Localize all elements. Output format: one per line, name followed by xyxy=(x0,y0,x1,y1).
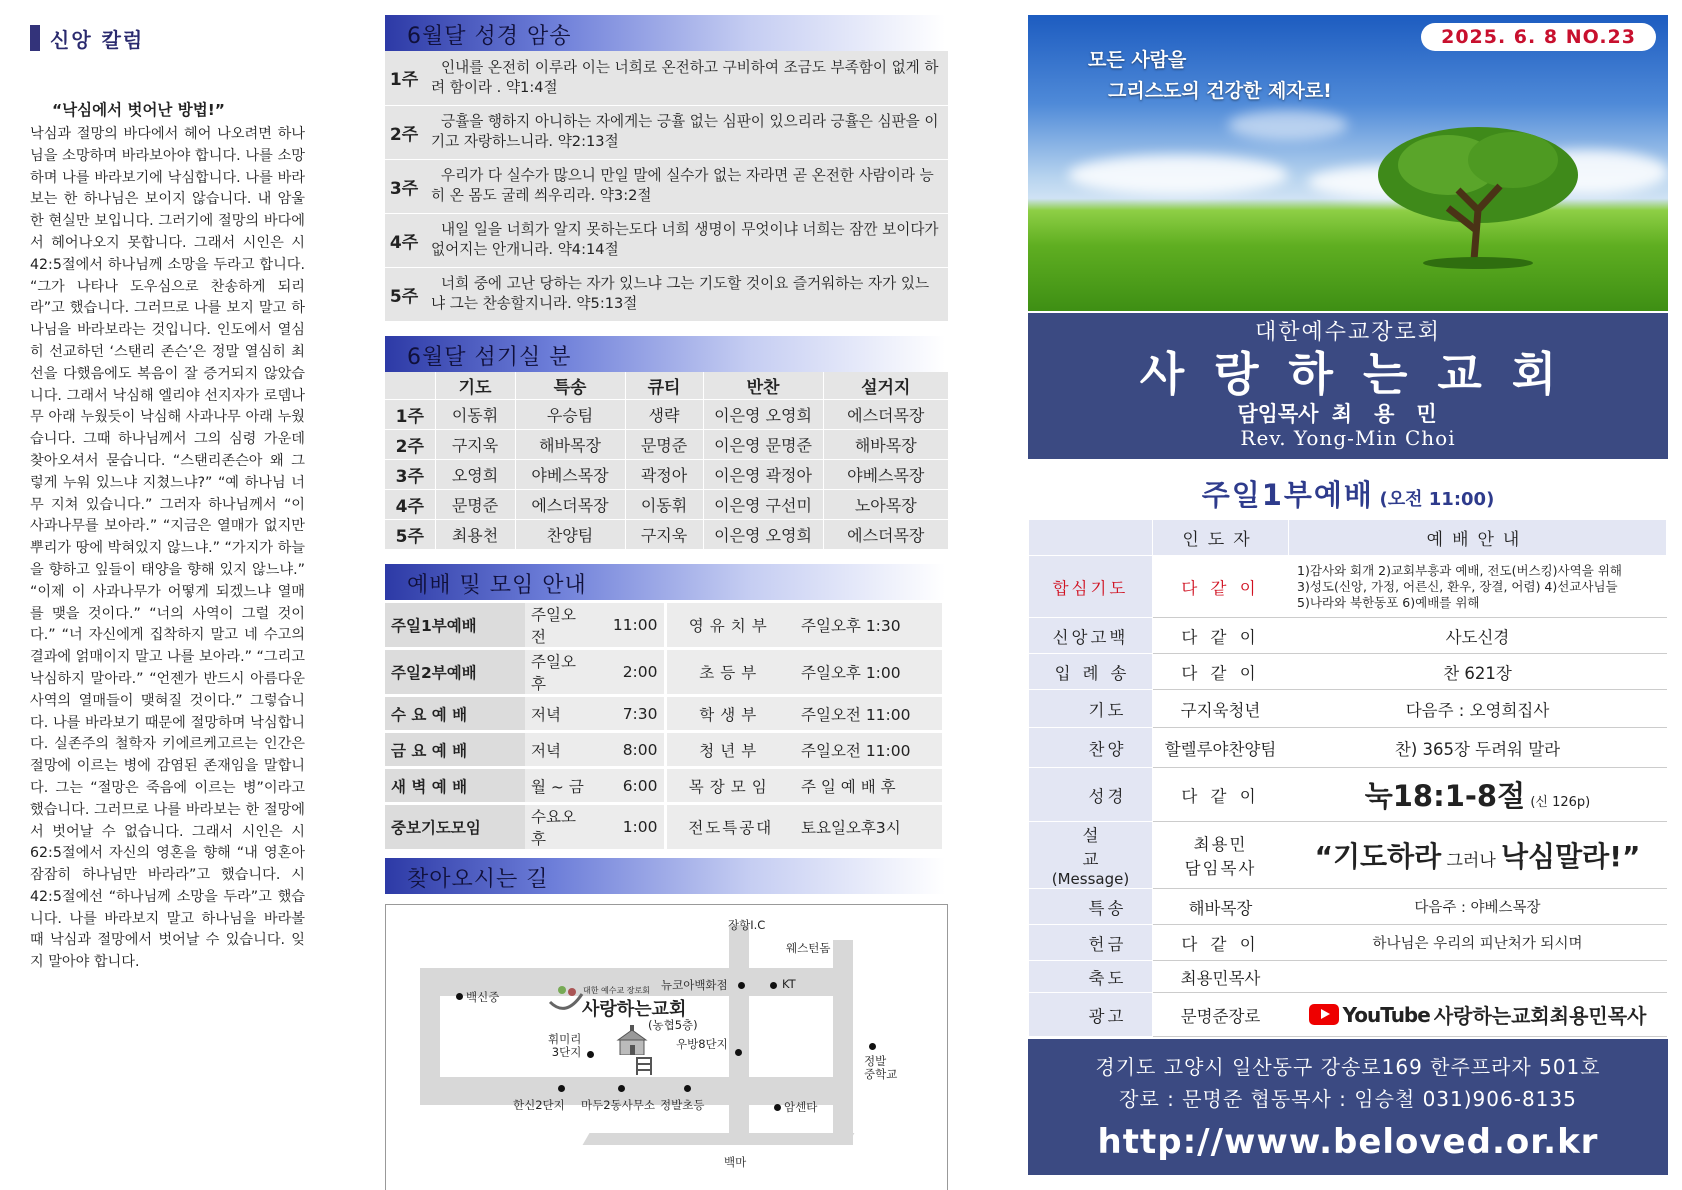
table-row xyxy=(1029,728,1667,768)
service-title: 주일1부예배 xyxy=(1201,478,1374,512)
cell: 이은영 문명준 xyxy=(703,430,823,460)
cell: 최용천 xyxy=(435,520,515,550)
info-column xyxy=(385,15,945,1190)
map-road xyxy=(420,968,440,1105)
map-label: 우방8단지 xyxy=(676,1037,728,1051)
order-leader: 문명준장로 xyxy=(1153,993,1289,1037)
map-label: (농협5층) xyxy=(648,1018,698,1032)
order-guide: 사도신경 xyxy=(1289,618,1667,654)
youtube-channel-name: 사랑하는교회최용민목사 xyxy=(1433,1004,1647,1028)
cell: 이은영 구선미 xyxy=(703,490,823,520)
service-hour: 8:00 xyxy=(595,732,665,768)
verse-text: 인내를 온전히 이루라 이는 너희로 온전하고 구비하여 조금도 부족함이 없게 하려 함이라 . 약1:4절 xyxy=(423,51,948,105)
week-label: 1주 xyxy=(385,51,423,105)
map-label-line: 휘미리 xyxy=(548,1032,582,1046)
table-row xyxy=(1029,618,1667,654)
order-guide: 하나님은 우리의 피난처가 되시며 xyxy=(1289,925,1667,961)
sermon-title-part: “기도하라 xyxy=(1314,840,1442,873)
preacher-title: 담임목사 xyxy=(1184,859,1257,878)
service-name: 금 요 예 배 xyxy=(385,732,525,768)
map-label-line: 정발 xyxy=(864,1054,887,1068)
order-leader: 구지욱청년 xyxy=(1153,690,1289,728)
map-label: 마두2동사무소 xyxy=(581,1098,655,1112)
church-name: 사랑하는교회 xyxy=(1139,347,1587,401)
map-label xyxy=(864,1055,897,1081)
map-marker-icon xyxy=(684,1085,691,1092)
youtube-play-icon xyxy=(1309,1004,1339,1025)
youtube-cell xyxy=(1289,993,1667,1037)
map-road xyxy=(583,1133,855,1145)
scripture-reference: 눅18:1-8절 xyxy=(1364,779,1526,813)
table-row xyxy=(1029,993,1667,1037)
order-item xyxy=(1029,822,1153,889)
cell: 노아목장 xyxy=(823,490,948,520)
order-item: 합심기도 xyxy=(1029,556,1153,618)
sermon-title xyxy=(1289,822,1667,889)
cell: 오영희 xyxy=(435,460,515,490)
order-item: 광고 xyxy=(1029,993,1153,1037)
sermon-title-part: 그러나 xyxy=(1446,851,1496,871)
table-row xyxy=(1029,961,1667,993)
service-time: 주일오후 1:30 xyxy=(795,603,942,649)
service-name: 청년부 xyxy=(665,732,795,768)
service-time: 토요일오후3시 xyxy=(795,804,942,851)
order-item: 찬양 xyxy=(1029,728,1153,768)
map-marker-icon xyxy=(770,982,777,989)
cell: 곽정아 xyxy=(625,460,703,490)
table-row xyxy=(385,804,942,851)
service-day: 주일오후 xyxy=(525,649,595,696)
cell: 5주 xyxy=(385,520,435,550)
map-label: 대한 예수교 장로회 xyxy=(583,986,650,995)
order-guide: 찬 621장 xyxy=(1289,654,1667,690)
cover-column xyxy=(1028,15,1668,1175)
table-row xyxy=(1029,768,1667,822)
cell: 생략 xyxy=(625,400,703,430)
table-row xyxy=(385,105,948,159)
pastor-english: Rev. Yong-Min Choi xyxy=(1240,426,1456,450)
section-bar-icon xyxy=(30,25,40,51)
church-website-link[interactable]: http://www.beloved.or.kr xyxy=(1097,1122,1599,1162)
prayer-topic-line: 3)성도(신앙, 가정, 어른신, 환우, 장결, 어렴) 4)선교사님들 xyxy=(1297,578,1618,594)
column-header xyxy=(1029,520,1153,556)
cell: 문명준 xyxy=(625,430,703,460)
order-item: 헌금 xyxy=(1029,925,1153,961)
cover-image xyxy=(1028,15,1668,311)
tree-icon xyxy=(1368,120,1588,270)
cell: 우승팀 xyxy=(515,400,625,430)
service-name: 새 벽 예 배 xyxy=(385,768,525,804)
map-road xyxy=(729,925,749,1135)
cell: 구지욱 xyxy=(625,520,703,550)
service-day: 저녁 xyxy=(525,696,595,732)
map-marker-icon xyxy=(738,982,745,989)
sermon-label-en: (Message) xyxy=(1051,870,1130,888)
table-row xyxy=(385,520,948,550)
service-time: 주일오전 11:00 xyxy=(795,732,942,768)
pastor-title: 담임목사 xyxy=(1237,402,1319,426)
pastor-name: 최용민 xyxy=(1331,402,1459,426)
service-name: 초등부 xyxy=(665,649,795,696)
order-item: 기도 xyxy=(1029,690,1153,728)
column-header: 예배안내 xyxy=(1289,520,1667,556)
worship-order-table xyxy=(1028,519,1667,1037)
verse-text: 내일 일을 너희가 알지 못하는도다 너희 생명이 무엇이냐 너희는 잠깐 보이다가 없어지는 안개니라. 약4:14절 xyxy=(423,213,948,267)
map-marker-icon xyxy=(774,1104,781,1111)
order-leader: 해바목장 xyxy=(1153,889,1289,925)
cell: 에스더목장 xyxy=(515,490,625,520)
order-leader: 다 같 이 xyxy=(1153,768,1289,822)
cell: 2주 xyxy=(385,430,435,460)
order-item: 축도 xyxy=(1029,961,1153,993)
map-label: KT xyxy=(782,977,796,991)
services-table xyxy=(385,603,942,852)
column-body: 낙심과 절망의 바다에서 헤어 나오려면 하나님을 소망하며 바라보아야 합니다. 나를 소망하며 나를 바라보기에 낙심합니다. 나를 바라보는 한 하나님은 보이지 않습니다. 내 암울한 현실만 보입니다. 그러기에 절망의 바다에서 헤어나오지 못합니다. 그래서 시인은 시42:5절에서 하나님께 소망을 두라고 합니다. “그가 나타나 도우심으로 찬송하게 되리라”고 했습니다. 그러므로 나를 보지 말고 하나님을 바라보라는 것입니다. 인도에서 열심히 선교하던 ‘스탠리 존슨’은 정말 열심히 최선을 다했음에도 복음이 잘 증거되지 않았습니다. 그래서 낙심해 엘리야 선지자가 로뎀나무 아래 누웠듯이 낙심해 사과나무 아래 누웠습니다. 그때 하나님께서 그의 심령 가운데 찾아오셔서 묻습니다. “스탠리존슨아 왜 그렇게 누워 있느냐 지쳤느냐?” “예 하나님 너무 지쳐 있습니다.” 그러자 하나님께서 “이 사과나무를 보아라.” “지금은 열매가 없지만 뿌리가 땅에 박혀있지 않느냐.” “가지가 하늘을 향하고 잎들이 태양을 향해 있지 않느냐.” “이제 이 사과나무가 어떻게 되겠느냐 열매를 맺을 것이다.” “너의 사역이 그럴 것이다.” “너 자신에게 집착하지 말고 네 수고의 결과에 얽매이지 말고 나를 보아라.” “그리고 낙심하지 말아라.” “언젠가 반드시 아름다운 사역의 열매들이 맺혀질 것이다.” 그렇습니다. 나를 바라보기 때문에 절망하며 낙심합니다. 실존주의 철학자 키에르케고르는 인간은 절망에 이르는 병에 감염된 존재임을 말합니다. 그는 “절망은 죽음에 이르는 병”이라고 했습니다. 그러므로 나를 바라보는 한 절망에서 벗어날 수 없습니다. 그래서 시인은 시62:5절에서 자신의 영혼을 향해 “내 영혼아 잠잠히 하나님만 바라라”고 했습니다. 시42:5절에선 “하나님께 소망을 두라”고 했습니다. 나를 바라보지 말고 하나님을 바라볼 때 낙심과 절망에서 벗어날 수 있습니다. 잊지 말아야 합니다. xyxy=(30,126,305,971)
slogan-line: 모든 사람을 xyxy=(1088,49,1187,71)
cell: 이동휘 xyxy=(435,400,515,430)
service-name: 영유치부 xyxy=(665,603,795,649)
table-row xyxy=(1029,925,1667,961)
cell: 찬양팀 xyxy=(515,520,625,550)
scripture-page: (신 126p) xyxy=(1530,795,1591,810)
table-row xyxy=(385,603,942,649)
church-logo-icon xyxy=(546,980,586,1016)
preacher-name: 최용민 xyxy=(1193,835,1248,854)
map-marker-icon xyxy=(618,1085,625,1092)
service-hour: 6:00 xyxy=(595,768,665,804)
cell: 야베스목장 xyxy=(515,460,625,490)
prayer-topic-line: 5)나라와 북한동포 6)예배를 위해 xyxy=(1297,594,1480,610)
sermon-title-part: 낙심말라!” xyxy=(1501,840,1641,873)
cell: 구지욱 xyxy=(435,430,515,460)
service-day: 수요오후 xyxy=(525,804,595,851)
duty-table xyxy=(385,372,948,551)
sermon-leader xyxy=(1153,822,1289,889)
order-leader: 할렐루야찬양팀 xyxy=(1153,728,1289,768)
footer-band xyxy=(1028,1039,1668,1175)
service-time: (오전 11:00) xyxy=(1379,489,1495,510)
service-day: 주일오전 xyxy=(525,603,595,649)
column-title: “낙심에서 벗어난 방법!” xyxy=(52,101,225,119)
crosswalk-icon xyxy=(636,1057,652,1075)
service-name: 주일2부예배 xyxy=(385,649,525,696)
church-building-icon xyxy=(616,1025,648,1055)
table-row xyxy=(1029,654,1667,690)
column-section-header xyxy=(30,20,305,56)
slogan xyxy=(1088,45,1332,107)
map-label: 한신2단지 xyxy=(513,1098,565,1112)
column-section-title: 신앙 칼럼 xyxy=(50,27,145,52)
table-header-row xyxy=(1029,520,1667,556)
cell: 4주 xyxy=(385,490,435,520)
order-item: 성경 xyxy=(1029,768,1153,822)
prayer-topic-line: 1)감사와 회개 2)교회부흥과 예배, 전도(버스킹)사역을 위해 xyxy=(1297,562,1622,578)
pastor-line xyxy=(1028,402,1668,426)
cell: 1주 xyxy=(385,400,435,430)
column-header: 특송 xyxy=(515,372,625,400)
order-item: 특송 xyxy=(1029,889,1153,925)
verse-text: 긍휼을 행하지 아니하는 자에게는 긍휼 없는 심판이 있으리라 긍휼은 심판을 이기고 자랑하느니라. 약2:13절 xyxy=(423,105,948,159)
slogan-line: 그리스도의 건강한 제자로! xyxy=(1108,80,1332,102)
order-title xyxy=(1028,459,1668,519)
map-title: 찾아오시는 길 xyxy=(407,867,549,892)
table-header-row xyxy=(385,372,948,400)
service-name: 수 요 예 배 xyxy=(385,696,525,732)
table-row xyxy=(385,732,942,768)
cell: 문명준 xyxy=(435,490,515,520)
map-marker-icon xyxy=(869,1043,876,1050)
table-row xyxy=(1029,889,1667,925)
prayer-topics xyxy=(1289,556,1667,618)
service-hour: 7:30 xyxy=(595,696,665,732)
map-marker-icon xyxy=(735,1049,742,1056)
order-item: 신앙고백 xyxy=(1029,618,1153,654)
table-row xyxy=(385,400,948,430)
services-header xyxy=(385,564,945,600)
column-header: 반찬 xyxy=(703,372,823,400)
map-label: 뉴코아백화점 xyxy=(661,978,728,992)
church-contact: 장로 : 문명준 협동목사 : 임승철 031)906-8135 xyxy=(1119,1087,1577,1111)
table-row xyxy=(385,213,948,267)
map-header xyxy=(385,858,945,894)
week-label: 4주 xyxy=(385,213,423,267)
service-time: 주일오전 11:00 xyxy=(795,696,942,732)
order-leader: 다 같 이 xyxy=(1153,556,1289,618)
map-label: 백마 xyxy=(724,1155,747,1169)
order-guide: 찬) 365장 두려워 말라 xyxy=(1289,728,1667,768)
service-hour: 2:00 xyxy=(595,649,665,696)
service-day: 저녁 xyxy=(525,732,595,768)
map-label: 웨스턴돔 xyxy=(786,941,831,955)
column-header xyxy=(385,372,435,400)
order-leader: 다 같 이 xyxy=(1153,925,1289,961)
map-label-line: 3단지 xyxy=(551,1045,582,1059)
cell: 해바목장 xyxy=(515,430,625,460)
verses-header xyxy=(385,15,945,51)
youtube-link[interactable] xyxy=(1309,1000,1647,1029)
cell: 야베스목장 xyxy=(823,460,948,490)
verse-text: 우리가 다 실수가 많으니 만일 말에 실수가 없는 자라면 곧 온전한 사람이라 능히 온 몸도 굴레 씌우리라. 약3:2절 xyxy=(423,159,948,213)
map-marker-icon xyxy=(456,993,463,1000)
table-row xyxy=(385,490,948,520)
youtube-wordmark: YouTube xyxy=(1342,1002,1430,1027)
table-row xyxy=(385,51,948,105)
order-leader: 다 같 이 xyxy=(1153,618,1289,654)
table-row xyxy=(385,460,948,490)
service-hour: 1:00 xyxy=(595,804,665,851)
map-label: 장항I.C xyxy=(728,918,766,932)
table-row xyxy=(385,768,942,804)
table-row xyxy=(1029,822,1667,889)
map-road xyxy=(833,940,853,1145)
map-church-label: 사랑하는교회 xyxy=(582,999,687,1020)
column-header: 큐티 xyxy=(625,372,703,400)
table-row xyxy=(1029,690,1667,728)
table-row xyxy=(385,696,942,732)
verses-title: 6월달 성경 암송 xyxy=(407,24,572,49)
order-guide xyxy=(1289,961,1667,993)
church-banner xyxy=(1028,313,1668,459)
order-guide: 다음주 : 야베스목장 xyxy=(1289,889,1667,925)
table-row xyxy=(1029,556,1667,618)
week-label: 5주 xyxy=(385,267,423,321)
scripture-cell xyxy=(1289,768,1667,822)
denomination: 대한예수교장로회 xyxy=(1254,320,1442,345)
order-guide: 다음주 : 오영희집사 xyxy=(1289,690,1667,728)
table-row xyxy=(385,430,948,460)
map-label xyxy=(548,1033,581,1059)
verse-text: 너희 중에 고난 당하는 자가 있느냐 그는 기도할 것이요 즐거워하는 자가 있느냐 그는 찬송할지니라. 약5:13절 xyxy=(423,267,948,321)
order-leader: 다 같 이 xyxy=(1153,654,1289,690)
service-name: 목장모임 xyxy=(665,768,795,804)
service-name: 주일1부예배 xyxy=(385,603,525,649)
church-address: 경기도 고양시 일산동구 강송로169 한주프라자 501호 xyxy=(1095,1055,1601,1079)
map-label-line: 중학교 xyxy=(864,1067,898,1081)
week-label: 2주 xyxy=(385,105,423,159)
cell: 이은영 오영희 xyxy=(703,520,823,550)
map-label: 암센타 xyxy=(784,1100,818,1114)
service-name: 중보기도모임 xyxy=(385,804,525,851)
order-item: 입례송 xyxy=(1029,654,1153,690)
map-label: 백신중 xyxy=(466,990,500,1004)
cell: 3주 xyxy=(385,460,435,490)
sermon-label: 설교 xyxy=(1082,826,1133,869)
issue-date-badge: 2025. 6. 8 NO.23 xyxy=(1421,23,1656,51)
week-label: 3주 xyxy=(385,159,423,213)
services-title: 예배 및 모임 안내 xyxy=(407,573,587,598)
cell: 해바목장 xyxy=(823,430,948,460)
column-header: 인도자 xyxy=(1153,520,1289,556)
map-marker-icon xyxy=(558,1085,565,1092)
directions-map xyxy=(385,904,948,1190)
cell: 이은영 곽정아 xyxy=(703,460,823,490)
column-header: 설거지 xyxy=(823,372,948,400)
service-hour: 11:00 xyxy=(595,603,665,649)
cell: 에스더목장 xyxy=(823,520,948,550)
duty-title: 6월달 섬기실 분 xyxy=(407,344,572,370)
table-row xyxy=(385,267,948,321)
service-day: 월 ~ 금 xyxy=(525,768,595,804)
service-name: 학생부 xyxy=(665,696,795,732)
service-time: 주 일 예 배 후 xyxy=(795,768,942,804)
duty-header xyxy=(385,336,945,372)
verses-table xyxy=(385,51,948,322)
map-label: 정발초등 xyxy=(660,1098,705,1112)
order-leader: 최용민목사 xyxy=(1153,961,1289,993)
cell: 에스더목장 xyxy=(823,400,948,430)
cell: 이은영 오영희 xyxy=(703,400,823,430)
service-time: 주일오후 1:00 xyxy=(795,649,942,696)
column-header: 기도 xyxy=(435,372,515,400)
table-row xyxy=(385,649,942,696)
service-name: 전도특공대 xyxy=(665,804,795,851)
table-row xyxy=(385,159,948,213)
map-marker-icon xyxy=(587,1051,594,1058)
cell: 이동휘 xyxy=(625,490,703,520)
faith-column xyxy=(30,20,305,1180)
